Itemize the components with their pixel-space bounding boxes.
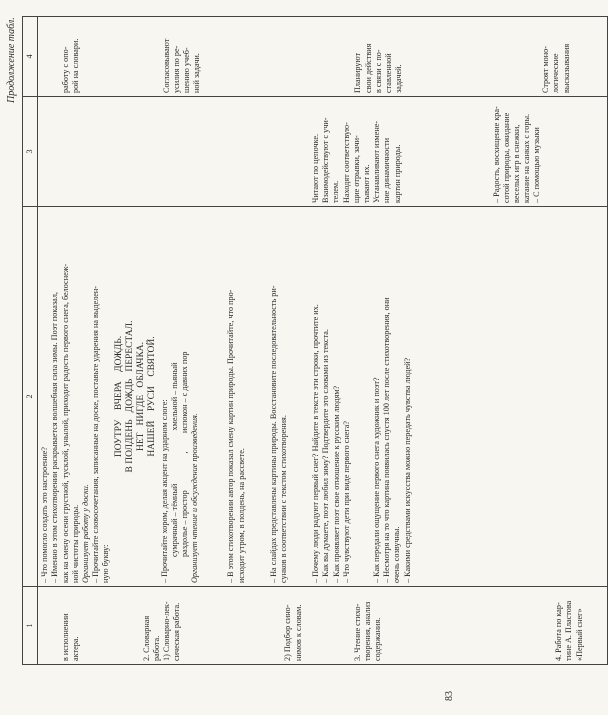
activity-text: Организует чтение и обсуждение произведения.	[190, 413, 200, 583]
col-number-3: 3	[23, 97, 38, 207]
uud-text: Строят моно- логические высказывания	[541, 43, 571, 93]
uud-text: Планируют свои действия в связи с по- ставленной задачей.	[353, 43, 404, 93]
column-number-row	[23, 17, 38, 665]
uud-cell	[38, 17, 608, 97]
activity-text: – Как передали ощущение первого снега художник и поэт? – Несмотря на то что картина появилась спустя 100 лет после стихотворения, они очень созвучны. – Какими средствами искусства можно передать чувства людей?	[372, 297, 412, 583]
activity-text: Организует работу у доски.	[81, 484, 91, 583]
activity-text: – Что помогло создать это настроение?	[40, 447, 50, 583]
stage-text: 4. Работа по кар- тине А. Пластова «Первый снег»	[554, 600, 584, 661]
stage-text: в исполнении актера.	[60, 613, 80, 661]
activity-text: – В этом стихотворении автор показал смену картин природы. Прочитайте, что про- исходит утром, в полдень, на рассвете.	[226, 289, 246, 583]
stage-text: 3. Чтение стихо- творения, анализ содержания.	[352, 601, 383, 661]
lesson-plan-table	[22, 16, 608, 665]
activity-text: – Прочитайте словосочетания, записанные на доске, поставьте ударения на выделен- ную букву:	[91, 285, 111, 583]
uud-text: работу с опо- рой на словари.	[60, 38, 80, 93]
teacher-activity-cell	[38, 207, 608, 587]
student-text: – Радость, восхищение кра- сотой природы, ожидание веселых игр в снежки, катание на санках с горы. – С помощью музыки	[491, 106, 542, 203]
col-number-1: 1	[23, 587, 38, 665]
stage-text: 2. Словарная работа. 1) Словарно-лек- сическая работа.	[141, 601, 182, 661]
page-number: 83	[444, 691, 455, 701]
student-activity-cell	[38, 97, 608, 207]
uud-text: Согласовывают усилия по ре- шению учеб- ной задачи.	[161, 38, 202, 93]
student-text: Читают по цепочке. Взаимодействуют с учи- телем. Находят соответствую- щие отрывки, зачи- тывают их. Устанавливают измене- ние динамичности картин природы.	[311, 117, 402, 203]
synonym-pairs: сумрачный – тёмный хмельной – пьяный раздолье – простор , испокон – с давних пор	[169, 351, 190, 557]
col-number-2: 2	[23, 207, 38, 587]
col-number-4: 4	[23, 17, 38, 97]
stage-text: 2) Подбор сино- нимов к словам.	[283, 604, 303, 661]
activity-text: – Прочитайте хором, делая акцент на ударном слоге:	[159, 399, 169, 583]
table-row	[38, 17, 608, 665]
stage-cell	[38, 587, 608, 665]
activity-text: – Почему люди радуют первый снег? Найдите в тексте эти строки, прочтите их. – Как вы думаете, поэт любил зиму? Подтвердите это словами из текста. – Как проявляет поэт свое отношение к русским людям? – Что чувствуют дети при виде первого снега?	[311, 304, 351, 583]
board-words: ПОУТРУ ВЧЕРА ДОЖДЬ. В ПОЛДЕНЬ ДОЖДЬ ПЕРЕСТАЛ. НЕТ НИГДЕ ОБЛАЧКА. НАШЕЙ РУСИ СВЯТОЙ.	[113, 320, 157, 473]
table-continuation-label: Продолжение табл.	[6, 17, 17, 103]
activity-text: – Именно в этом стихотворении раскрывается волшебная сила зимы. Поэт показал, как на смену осени грустной, тусклой, унылой, приходит радость первого снега, белоснеж- ной чистоты природы.	[50, 263, 80, 583]
activity-text: – На слайдах представлены картины природы. Восстановите последовательность ри- сунков в соответствии с текстом стихотворения.	[268, 285, 289, 583]
